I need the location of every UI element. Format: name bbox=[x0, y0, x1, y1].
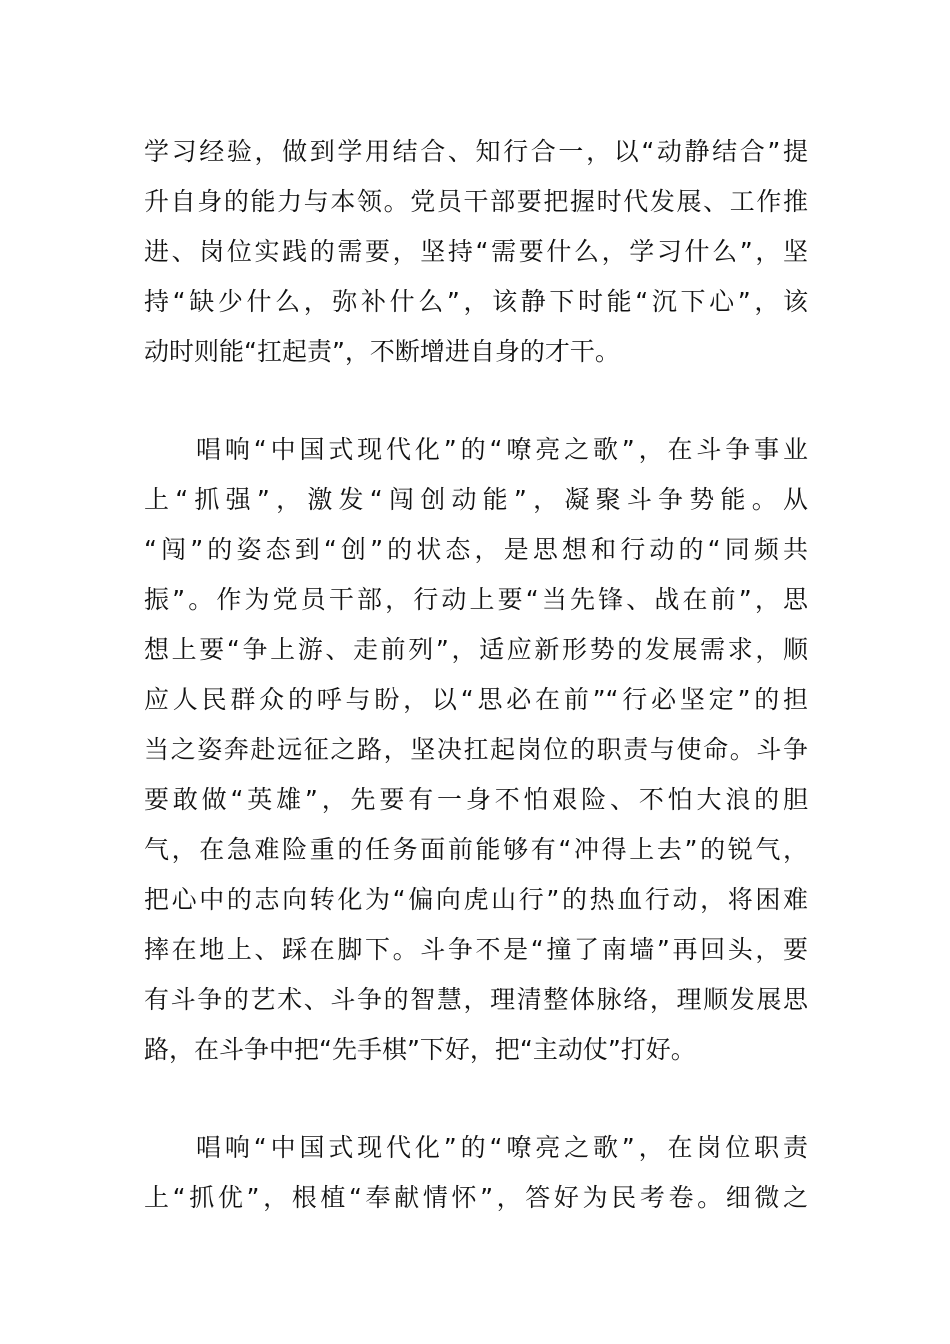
paragraph bbox=[144, 1123, 808, 1223]
text-line: 气，在急难险重的任务面前能够有“冲得上去”的锐气， bbox=[144, 835, 808, 864]
text-line: 升自身的能力与本领。党员干部要把握时代发展、工作推 bbox=[144, 187, 808, 216]
text-line: 唱响“中国式现代化”的“嘹亮之歌”，在岗位职责 bbox=[196, 1133, 808, 1162]
text-line: 持“缺少什么，弥补什么”，该静下时能“沉下心”，该 bbox=[144, 287, 808, 316]
text-line: 要敢做“英雄”，先要有一身不怕艰险、不怕大浪的胆 bbox=[144, 785, 808, 814]
text-line: 有斗争的艺术、斗争的智慧，理清整体脉络，理顺发展思 bbox=[144, 985, 808, 1014]
text-line: “闯”的姿态到“创”的状态，是思想和行动的“同频共 bbox=[144, 535, 808, 564]
text-line: 想上要“争上游、走前列”，适应新形势的发展需求，顺 bbox=[144, 635, 808, 664]
text-line: 路，在斗争中把“先手棋”下好，把“主动仗”打好。 bbox=[144, 1035, 696, 1064]
text-line: 把心中的志向转化为“偏向虎山行”的热血行动，将困难 bbox=[144, 885, 808, 914]
text-line: 进、岗位实践的需要，坚持“需要什么，学习什么”，坚 bbox=[144, 237, 808, 266]
text-line: 振”。作为党员干部，行动上要“当先锋、战在前”，思 bbox=[144, 585, 808, 614]
text-line: 当之姿奔赴远征之路，坚决扛起岗位的职责与使命。斗争 bbox=[144, 735, 808, 764]
text-line: 唱响“中国式现代化”的“嘹亮之歌”，在斗争事业 bbox=[196, 435, 808, 464]
text-line: 学习经验，做到学用结合、知行合一，以“动静结合”提 bbox=[144, 137, 808, 166]
text-line: 摔在地上、踩在脚下。斗争不是“撞了南墙”再回头，要 bbox=[144, 935, 808, 964]
text-line: 上“抓强”，激发“闯创动能”，凝聚斗争势能。从 bbox=[144, 485, 808, 514]
paragraph bbox=[144, 425, 808, 1075]
text-line: 动时则能“扛起责”，不断增进自身的才干。 bbox=[144, 337, 620, 366]
text-line: 应人民群众的呼与盼，以“思必在前”“行必坚定”的担 bbox=[144, 685, 808, 714]
paragraph bbox=[144, 127, 808, 377]
text-line: 上“抓优”，根植“奉献情怀”，答好为民考卷。细微之 bbox=[144, 1183, 808, 1212]
